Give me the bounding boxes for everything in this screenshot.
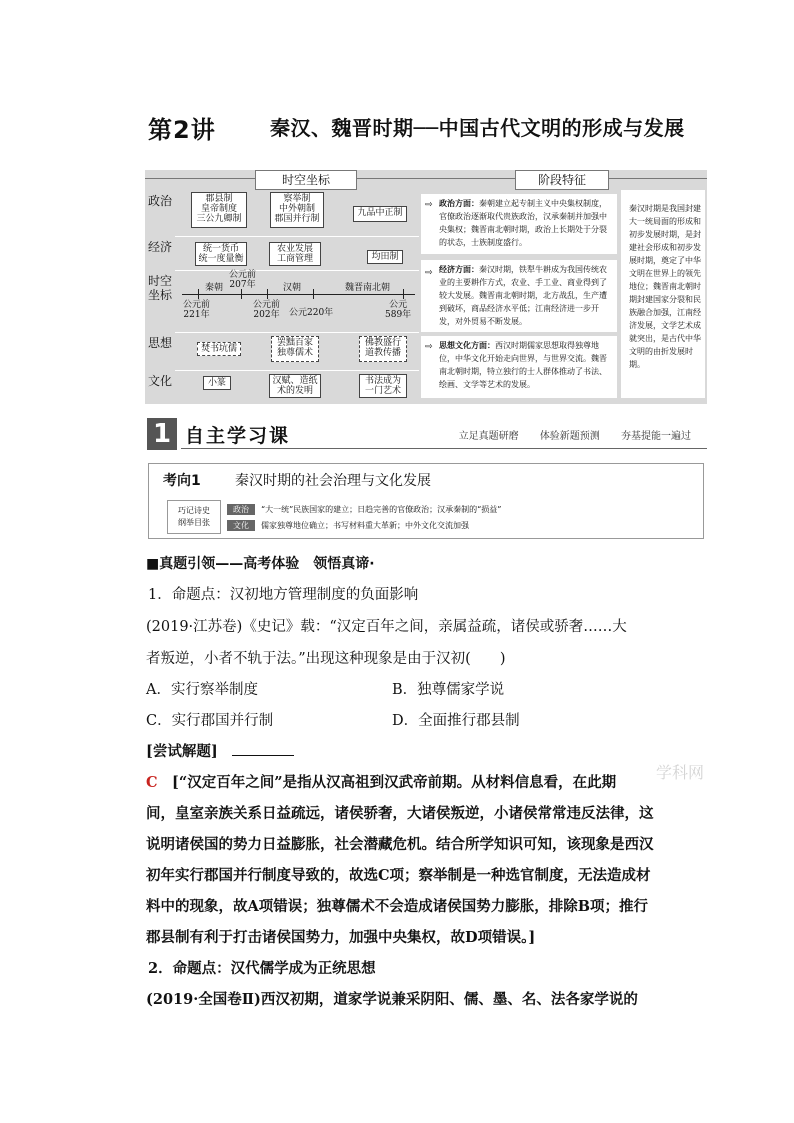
panel-top-rule	[145, 178, 707, 179]
date-220ad: 公元220年	[289, 308, 334, 318]
stage-summary: 秦汉时期是我国封建大一统局面的形成和初步发展时期，是封建社会形成和初步发展时期，奠定了中华文明在世界上的领先地位；魏晋南北朝时期封建国家分裂和民族融合加强，江南经济发展，文学艺术成就突出，是古代中华文明的由折发展时期。	[621, 190, 705, 398]
watermark: 学科网	[656, 763, 705, 782]
question-1-text: (2019·江苏卷)《史记》载：“汉定百年之间，亲属益疏，诸侯或骄奢……大	[146, 619, 627, 635]
row-divider	[175, 236, 419, 237]
arrow-icon: ⇨	[425, 342, 433, 352]
section-links	[459, 427, 691, 442]
explanation-line: 料中的现象，故A项错误；独尊儒术不会造成诸侯国势力膨胀，排除B项；推行	[146, 898, 649, 915]
topic-line-culture: 儒家独尊地位确立；书写材料重大革新；中外文化交流加强	[261, 521, 469, 530]
explanation-line: 初年实行郡国并行制度导致的，故选C项；察举制是一种选官制度，无法造成材	[146, 867, 651, 884]
explanation-line: 间，皇室亲族关系日益疏远，诸侯骄奢，大诸侯叛逆，小诸侯常常违反法律，这	[146, 805, 654, 822]
row-label-politics: 政治	[147, 194, 172, 208]
row-divider	[175, 332, 419, 333]
section-title: 自主学习课	[185, 425, 291, 447]
section-rule	[181, 448, 707, 449]
tab-features: 阶段特征	[515, 170, 609, 190]
thought-box-weijin: 佛教盛行 道教传播	[359, 336, 407, 362]
feature-politics: 政治方面：秦朝建立起专制主义中央集权制度，官僚政治逐渐取代贵族政治，汉承秦制并加强中央集权；魏晋南北朝时期，政治上长期处于分裂的状态，士族制度盛行。	[421, 194, 617, 254]
option-b: B．独尊儒家学说	[392, 682, 505, 698]
topic-label: 考向1	[163, 473, 201, 489]
overview-panel	[145, 170, 707, 404]
economy-box-han: 农业发展 工商管理	[269, 242, 321, 266]
culture-box-han: 汉赋、造纸 术的发明	[269, 374, 321, 398]
period-weijin: 魏晋南北朝	[345, 283, 391, 293]
arrow-icon: ⇨	[425, 200, 433, 210]
timeline-tick	[267, 289, 268, 299]
culture-box-qin: 小篆	[203, 376, 231, 390]
explanation-line: 说明诸侯国的势力日益膨胀，社会潜藏危机。结合所学知识可知，该现象是西汉	[146, 836, 654, 853]
section-link: 体验新题预测	[539, 431, 600, 442]
try-label: [尝试解题]	[146, 743, 294, 761]
topic-tag-culture: 文化	[227, 520, 255, 531]
economy-box-weijin: 均田制	[367, 250, 403, 264]
section-number: 1	[147, 418, 177, 450]
page-title: 秦汉、魏晋时期──中国古代文明的形成与发展	[270, 116, 685, 140]
period-han: 汉朝	[283, 283, 302, 293]
lecture-number: 第2讲	[148, 116, 216, 144]
row-label-economy: 经济	[147, 240, 172, 254]
topic-box	[148, 463, 704, 539]
timeline-tick	[198, 289, 199, 299]
section-link: 立足真题研磨	[458, 431, 519, 442]
question-1-title: 1．命题点：汉初地方管理制度的负面影响	[148, 587, 419, 603]
section-heading: ■真题引领——高考体验 领悟真谛·	[146, 556, 375, 572]
date-221bc: 公元前 221年	[183, 300, 211, 320]
timeline-tick	[241, 289, 242, 299]
timeline-axis	[182, 294, 415, 295]
tab-timeline: 时空坐标	[255, 170, 357, 190]
row-label-timeline: 时空坐标	[147, 274, 172, 302]
question-1-text: 者叛逆，小者不轨于法。”出现这种现象是由于汉初( )	[146, 651, 506, 667]
topic-name: 秦汉时期的社会治理与文化发展	[235, 473, 431, 489]
row-divider	[175, 270, 419, 271]
topic-tag-politics: 政治	[227, 504, 255, 515]
row-divider	[175, 370, 419, 371]
topic-line-politics: “大一统”民族国家的建立；日趋完善的官僚政治；汉承秦制的“损益”	[261, 505, 502, 514]
period-qin: 秦朝	[205, 283, 224, 293]
answer-letter: C	[146, 774, 158, 791]
answer-blank	[232, 743, 294, 756]
explanation-line: C [“汉定百年之间”是指从汉高祖到汉武帝前期。从材料信息看，在此期	[146, 774, 617, 791]
date-589ad: 公元 589年	[385, 300, 412, 320]
option-c: C．实行郡国并行制	[146, 713, 274, 729]
row-label-thought: 思想	[147, 336, 172, 350]
timeline-tick	[313, 289, 314, 299]
option-a: A．实行察举制度	[146, 682, 258, 698]
option-d: D．全面推行郡县制	[392, 713, 520, 729]
explanation-line: 郡县制有利于打击诸侯国势力，加强中央集权，故D项错误。]	[146, 929, 536, 946]
politics-box-qin: 郡县制 皇帝制度 三公九卿制	[191, 192, 247, 228]
question-2-text: (2019·全国卷Ⅱ)西汉初期，道家学说兼采阴阳、儒、墨、名、法各家学说的	[146, 991, 638, 1008]
date-207bc: 公元前 207年	[229, 270, 257, 290]
row-label-culture: 文化	[147, 374, 172, 388]
memo-box: 巧记诗史 纲举目张	[167, 500, 221, 534]
politics-box-han: 察举制 中外朝制 郡国并行制	[270, 192, 324, 228]
politics-box-weijin: 九品中正制	[353, 206, 407, 222]
feature-thought: 思想文化方面：西汉时期儒家思想取得独尊地位，中华文化开始走向世界，与世界交流。魏晋南北朝时期，特立独行的士人群体推动了书法、绘画、文学等艺术的发展。	[421, 336, 617, 398]
thought-box-qin: 焚书坑儒	[197, 342, 241, 356]
arrow-icon: ⇨	[425, 268, 433, 278]
culture-box-weijin: 书法成为 一门艺术	[359, 374, 407, 398]
date-202bc: 公元前 202年	[253, 300, 281, 320]
timeline-tick	[403, 289, 404, 299]
section-link: 夯基提能一遍过	[621, 431, 691, 442]
section-banner	[145, 418, 707, 454]
question-2-title: 2．命题点：汉代儒学成为正统思想	[148, 960, 376, 977]
thought-box-han: 罢黜百家 独尊儒术	[271, 336, 319, 362]
feature-economy: 经济方面：秦汉时期，铁犁牛耕成为我国传统农业的主要耕作方式，农业、手工业、商业得到了较大发展。魏晋南北朝时期，北方战乱，生产遭到破坏，商品经济水平低；江南经济进一步开发，对外贸易不断发展。	[421, 260, 617, 332]
economy-box-qin: 统一货币 统一度量衡	[195, 242, 247, 266]
